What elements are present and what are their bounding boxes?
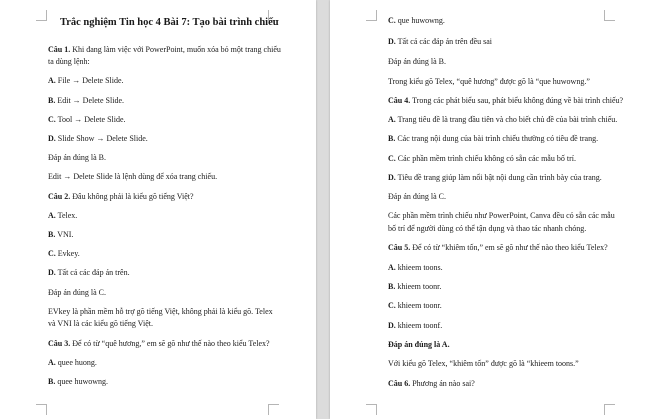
question-label: C.	[388, 301, 396, 310]
line-text: Edit → Delete Slide là lệnh dùng để xóa trang chiếu.	[48, 172, 218, 181]
line-text: Để có từ “khiêm tốn,” em sẽ gõ như thế nào theo kiểu Telex?	[410, 243, 608, 252]
text-line	[48, 134, 148, 144]
line-text: Slide Show → Delete Slide.	[55, 134, 148, 143]
question-label: B.	[48, 96, 56, 105]
text-line	[388, 243, 608, 253]
line-text: Tiêu đề trang giúp làm nổi bật nội dung cần trình bày của trang.	[395, 173, 602, 182]
line-text: File → Delete Slide.	[55, 76, 124, 85]
document-page-right	[330, 0, 650, 419]
line-text: Khi đang làm việc với PowerPoint, muốn xóa bỏ một trang chiếu	[70, 45, 281, 54]
question-label: C.	[48, 249, 56, 258]
line-text: Đâu không phải là kiểu gõ tiếng Việt?	[70, 192, 194, 201]
question-label: A.	[48, 358, 56, 367]
line-text: EVkey là phần mềm hỗ trợ gõ tiếng Việt, không phải là kiểu gõ. Telex	[48, 307, 273, 316]
text-line	[388, 192, 446, 202]
text-line	[388, 37, 492, 47]
question-label: D.	[388, 173, 396, 182]
question-label: A.	[388, 115, 396, 124]
question-label: A.	[48, 211, 56, 220]
line-text: Tất cả các đáp án trên.	[55, 268, 130, 277]
line-text: Với kiểu gõ Telex, “khiêm tốn” được gõ là “khieem toons.”	[388, 359, 579, 368]
text-line	[48, 57, 90, 67]
text-line	[388, 96, 623, 106]
crop-mark	[36, 404, 47, 415]
line-text: Evkey.	[55, 249, 80, 258]
question-label: Đáp án đúng là A.	[388, 340, 450, 349]
text-line	[388, 263, 443, 273]
text-line	[388, 340, 450, 350]
text-line	[48, 230, 73, 240]
text-line	[388, 57, 446, 67]
text-line	[388, 173, 602, 183]
line-text: VNI.	[55, 230, 74, 239]
line-text: Các phần mềm trình chiếu không có sẵn các mẫu bố trí.	[395, 154, 576, 163]
question-label: B.	[388, 282, 396, 291]
line-text: Trong các phát biểu sau, phát biểu không đúng về bài trình chiếu?	[410, 96, 624, 105]
text-line	[388, 16, 445, 26]
crop-mark	[604, 10, 615, 21]
text-line	[48, 45, 281, 55]
question-label: C.	[388, 154, 396, 163]
text-line	[388, 379, 475, 389]
text-line	[388, 301, 442, 311]
text-line	[388, 321, 442, 331]
text-line	[48, 377, 108, 387]
question-label: D.	[48, 268, 56, 277]
line-text: Các trang nội dung của bài trình chiếu thường có tiêu đề trang.	[395, 134, 599, 143]
text-line	[388, 134, 598, 144]
line-text: Đáp án đúng là C.	[48, 288, 106, 297]
document-page-left	[0, 0, 316, 419]
crop-mark	[366, 404, 377, 415]
line-text: Đáp án đúng là B.	[388, 57, 446, 66]
text-line	[48, 153, 106, 163]
text-line	[48, 358, 97, 368]
question-label: B.	[48, 377, 56, 386]
text-line	[48, 115, 126, 125]
question-label: C.	[388, 16, 396, 25]
question-label: Câu 6.	[388, 379, 411, 388]
line-text: Edit → Delete Slide.	[55, 96, 124, 105]
crop-mark	[604, 404, 615, 415]
text-line	[388, 77, 590, 87]
line-text: khieem toonr.	[395, 301, 442, 310]
line-text: ta dùng lệnh:	[48, 57, 90, 66]
line-text: khieem toonf.	[395, 321, 443, 330]
question-label: B.	[388, 134, 396, 143]
text-line	[48, 96, 124, 106]
question-label: Câu 3.	[48, 339, 71, 348]
text-line	[388, 115, 617, 125]
line-text: quee huong.	[55, 358, 97, 367]
question-label: D.	[48, 134, 56, 143]
line-text: Trang tiêu đề là trang đầu tiên và cho biết chủ đề của bài trình chiếu.	[395, 115, 618, 124]
question-label: Câu 4.	[388, 96, 411, 105]
line-text: Đáp án đúng là C.	[388, 192, 446, 201]
page-title: Trắc nghiệm Tin học 4 Bài 7: Tạo bài trình chiếu	[60, 17, 279, 28]
question-label: D.	[388, 37, 396, 46]
line-text: bố trí để người dùng có thể tận dụng và thao tác nhanh chóng.	[388, 224, 587, 233]
question-label: Câu 5.	[388, 243, 411, 252]
text-line	[48, 192, 194, 202]
crop-mark	[36, 10, 47, 21]
question-label: B.	[48, 230, 56, 239]
line-text: và VNI là các kiểu gõ tiếng Việt.	[48, 319, 153, 328]
text-line	[48, 307, 273, 317]
text-line	[388, 224, 586, 234]
text-line	[388, 359, 579, 369]
question-label: C.	[48, 115, 56, 124]
text-line	[48, 319, 153, 329]
line-text: Các phần mềm trình chiếu như PowerPoint, Canva đều có sẵn các mẫu	[388, 211, 615, 220]
text-line	[48, 76, 124, 86]
text-line	[48, 339, 270, 349]
text-line	[388, 282, 441, 292]
line-text: Tool → Delete Slide.	[55, 115, 126, 124]
line-text: quee huwowng.	[55, 377, 108, 386]
crop-mark	[366, 10, 377, 21]
question-label: Câu 2.	[48, 192, 71, 201]
text-line	[388, 154, 576, 164]
line-text: Để có từ “quê hương,” em sẽ gõ như thế nào theo kiểu Telex?	[70, 339, 270, 348]
line-text: Telex.	[55, 211, 78, 220]
line-text: Đáp án đúng là B.	[48, 153, 106, 162]
line-text: khieem toonr.	[395, 282, 442, 291]
text-line	[388, 211, 615, 221]
text-line	[48, 288, 106, 298]
text-line	[48, 211, 77, 221]
text-line	[48, 268, 130, 278]
crop-mark	[268, 404, 279, 415]
line-text: Trong kiểu gõ Telex, “quê hương” được gõ là “que huwowng.”	[388, 77, 590, 86]
question-label: Câu 1.	[48, 45, 71, 54]
text-line	[48, 172, 217, 182]
line-text: Phương án nào sai?	[410, 379, 475, 388]
line-text: que huwowng.	[395, 16, 445, 25]
question-label: D.	[388, 321, 396, 330]
line-text: khieem toons.	[395, 263, 443, 272]
text-line	[48, 249, 80, 259]
question-label: A.	[388, 263, 396, 272]
line-text: Tất cả các đáp án trên đều sai	[395, 37, 493, 46]
question-label: A.	[48, 76, 56, 85]
